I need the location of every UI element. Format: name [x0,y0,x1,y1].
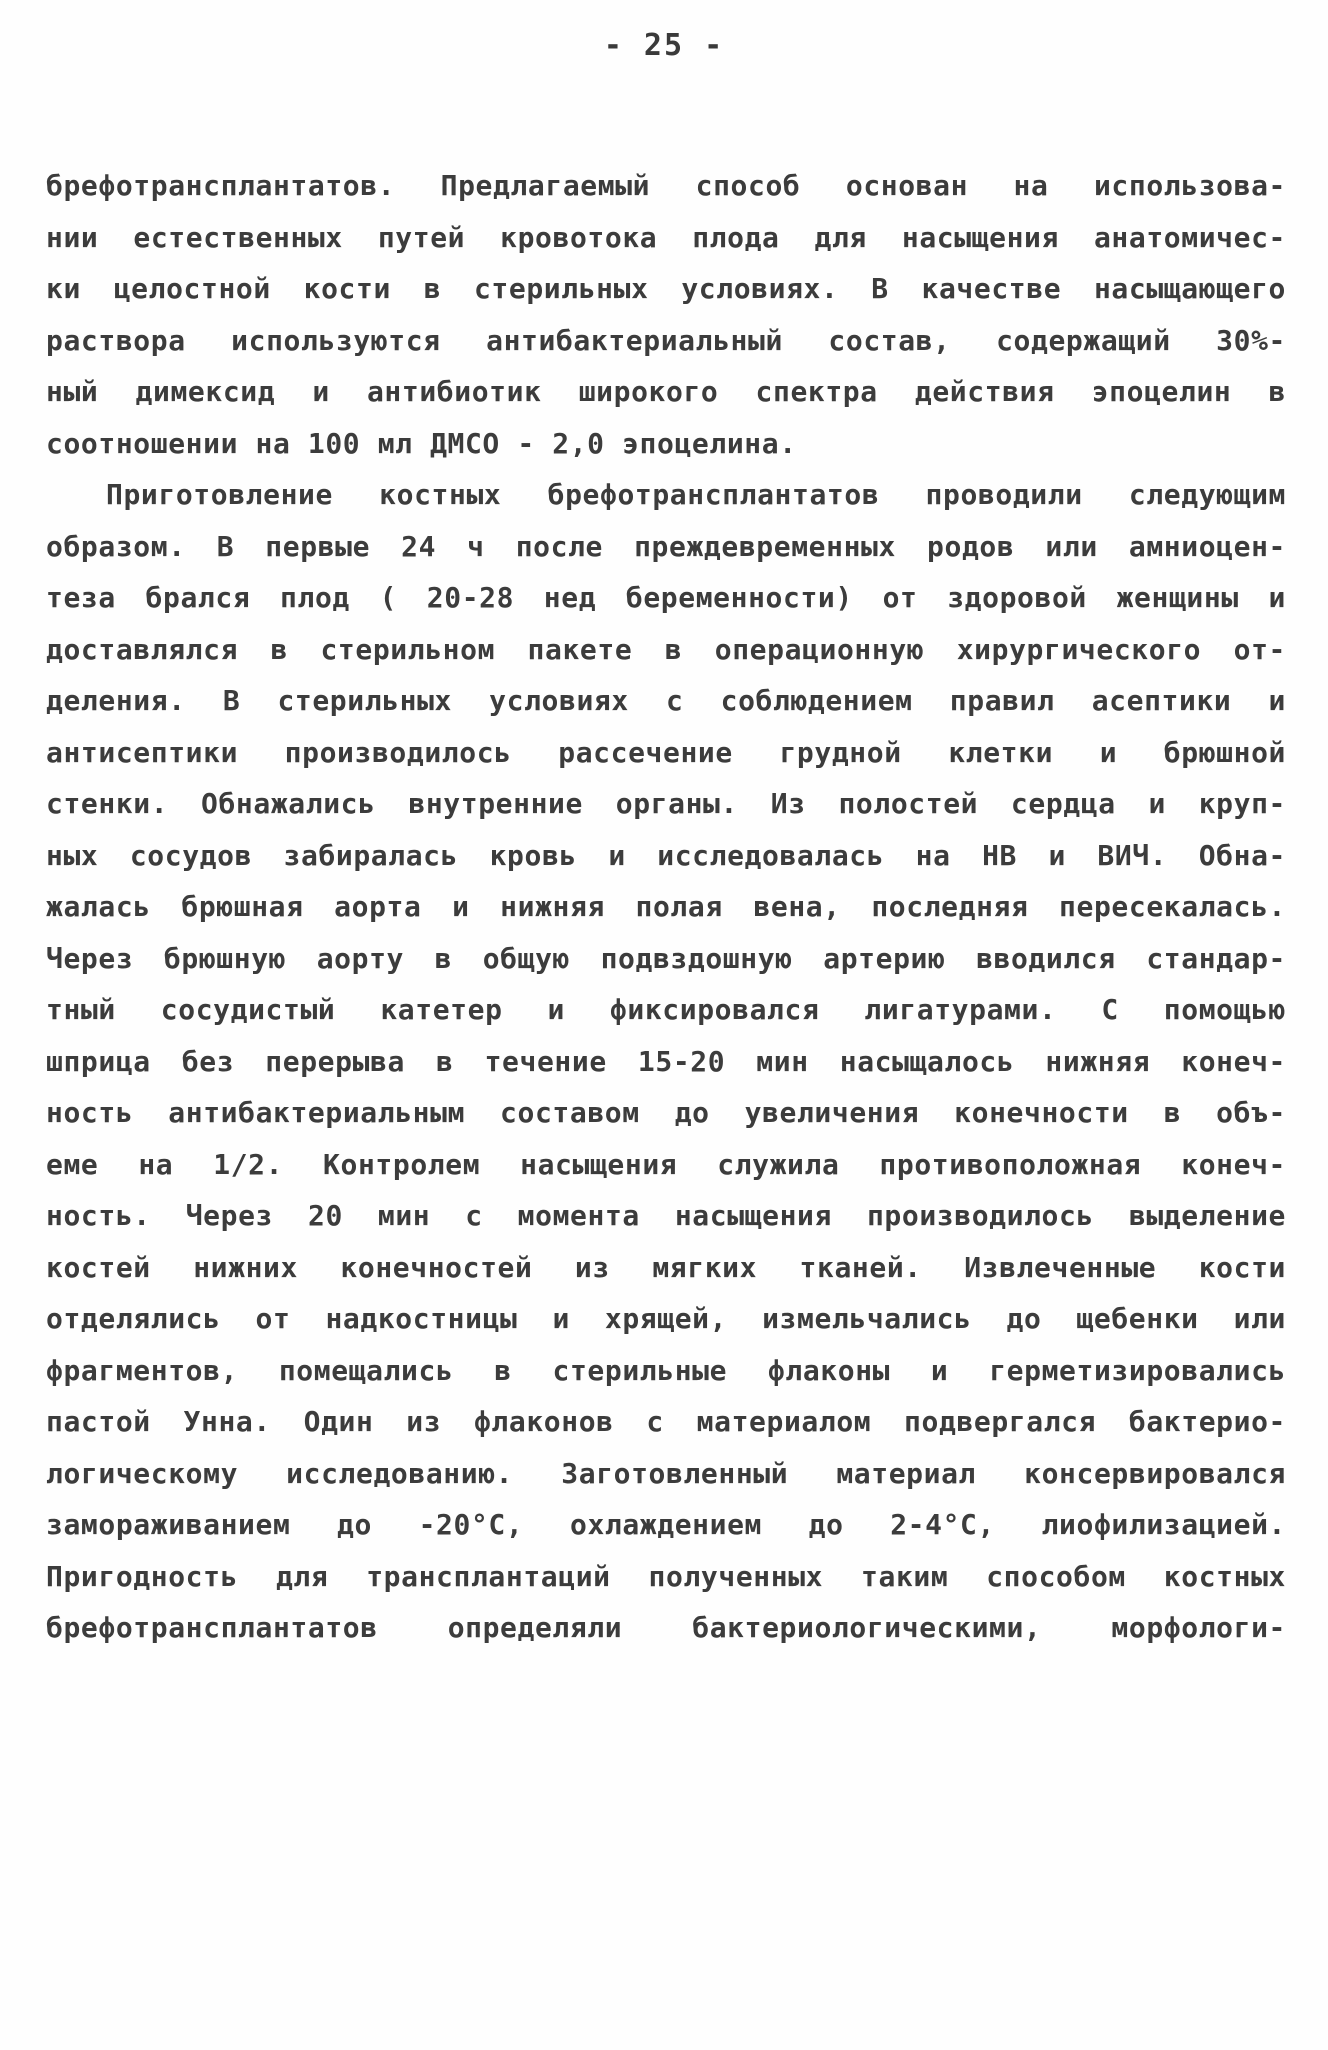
text-line: стенки. Обнажались внутренние органы. Из полостей сердца и круп- [46,787,1286,820]
text-line-paragraph-end: соотношении на 100 мл ДМСО - 2,0 эпоцелина. [46,426,797,460]
page-number: - 25 - [603,28,725,63]
text-line: ки целостной кости в стерильных условиях. В качестве насыщающего [46,272,1286,305]
text-line: Пригодность для трансплантаций полученных таким способом костных [46,1559,1286,1593]
text-line: еме на 1/2. Контролем насыщения служила противоположная конеч- [46,1147,1286,1181]
text-line: ность. Через 20 мин с момента насыщения производилось выделение [46,1199,1286,1232]
text-line: Через брюшную аорту в общую подвздошную артерию вводился стандар- [46,941,1286,975]
text-line: костей нижних конечностей из мягких тканей. Извлеченные кости [46,1250,1286,1284]
text-line: ный димексид и антибиотик широкого спектра действия эпоцелин в [46,375,1286,408]
text-line: антисептики производилось рассечение грудной клетки и брюшной [46,735,1286,769]
text-line: тный сосудистый катетер и фиксировался лигатурами. С помощью [46,993,1286,1026]
text-line: образом. В первые 24 ч после преждевременных родов или амниоцен- [46,529,1286,563]
text-line: шприца без перерыва в течение 15-20 мин насыщалось нижняя конеч- [46,1044,1286,1078]
text-line: ных сосудов забиралась кровь и исследовалась на НВ и ВИЧ. Обна- [46,838,1286,872]
text-line: брефотрансплантатов. Предлагаемый способ основан на использова- [46,169,1286,202]
text-line: деления. В стерильных условиях с соблюдением правил асептики и [46,684,1286,717]
text-line: доставлялся в стерильном пакете в операционную хирургического от- [46,632,1286,666]
text-line: нии естественных путей кровотока плода для насыщения анатомичес- [46,220,1286,254]
text-line: замораживанием до -20°С, охлаждением до 2-4°С, лиофилизацией. [46,1508,1286,1541]
text-line: брефотрансплантатов определяли бактериологическими, морфологи- [46,1611,1286,1644]
body-text [46,160,1286,1654]
text-line: ность антибактериальным составом до увеличения конечности в объ- [46,1096,1286,1129]
text-line: теза брался плод ( 20-28 нед беременности) от здоровой женщины и [46,581,1286,614]
text-line: раствора используются антибактериальный состав, содержащий 30%- [46,323,1286,357]
text-line-paragraph-start: Приготовление костных брефотрансплантатов проводили следующим [106,478,1286,511]
text-line: жалась брюшная аорта и нижняя полая вена, последняя пересекалась. [46,890,1286,923]
text-line: логическому исследованию. Заготовленный материал консервировался [46,1456,1286,1490]
text-line: отделялись от надкостницы и хрящей, измельчались до щебенки или [46,1302,1286,1335]
text-line: пастой Унна. Один из флаконов с материалом подвергался бактерио- [46,1405,1286,1438]
text-line: фрагментов, помещались в стерильные флаконы и герметизировались [46,1353,1286,1387]
